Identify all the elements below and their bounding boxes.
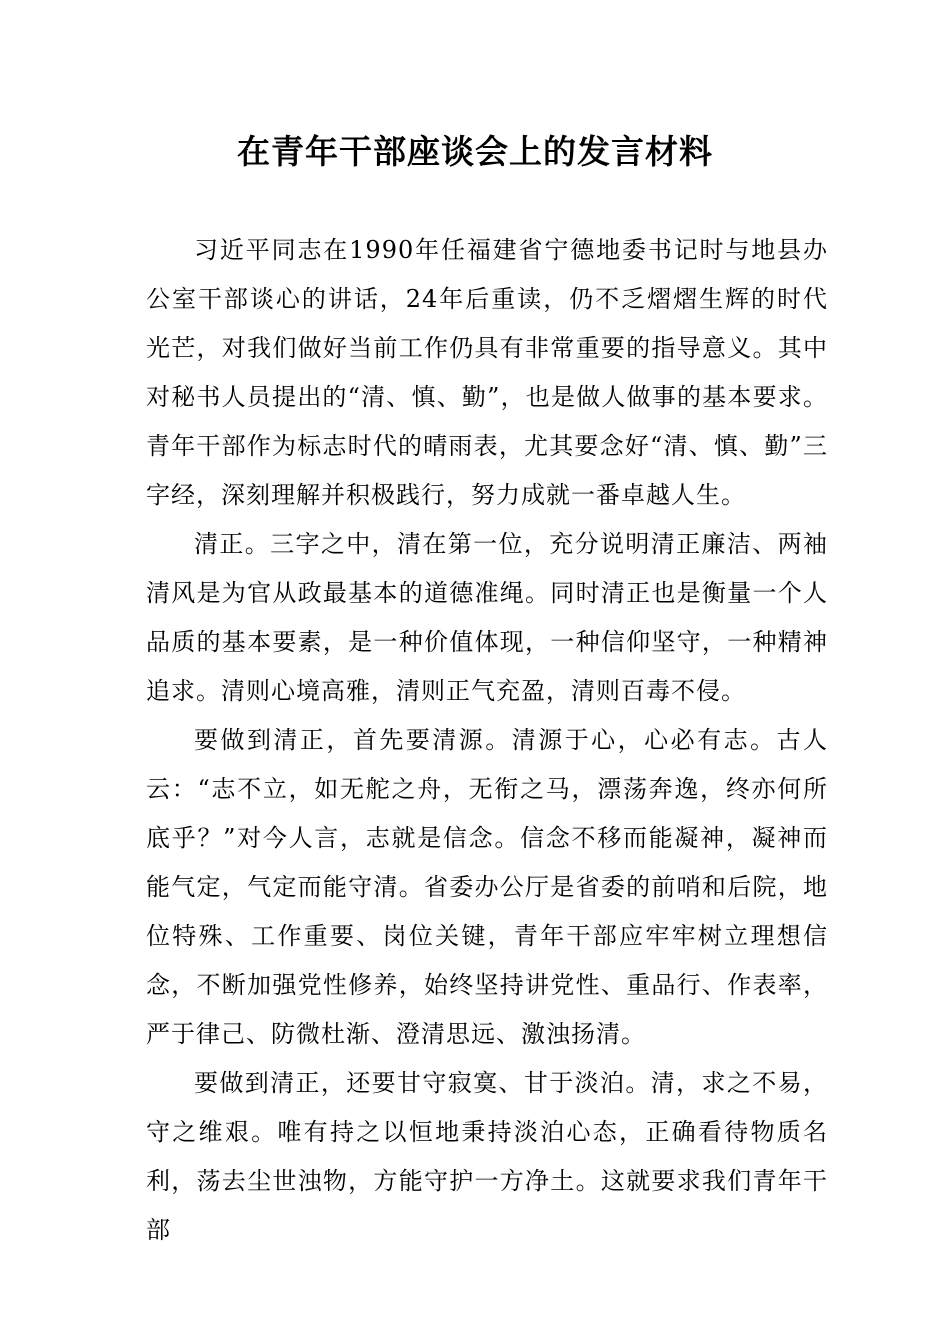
document-body [146,226,828,1255]
document-title: 在青年干部座谈会上的发言材料 [237,132,713,171]
paragraph-4: 要做到清正，还要甘守寂寞、甘于淡泊。清，求之不易，守之维艰。唯有持之以恒地秉持淡泊心态，正确看待物质名利，荡去尘世浊物，方能守护一方净土。这就要求我们青年干部 [146,1069,828,1244]
paragraph-2: 清正。三字之中，清在第一位，充分说明清正廉洁、两袖清风是为官从政最基本的道德准绳。同时清正也是衡量一个人品质的基本要素，是一种价值体现，一种信仰坚守，一种精神追求。清则心境高雅，清则正气充盈，清则百毒不侵。 [146,530,828,705]
paragraph-3: 要做到清正，首先要清源。清源于心，心必有志。古人云：“志不立，如无舵之舟，无衔之马，漂荡奔逸，终亦何所底乎？”对今人言，志就是信念。信念不移而能凝神，凝神而能气定，气定而能守清。省委办公厅是省委的前哨和后院，地位特殊、工作重要、岗位关键，青年干部应牢牢树立理想信念，不断加强党性修养，始终坚持讲党性、重品行、作表率，严于律己、防微杜渐、澄清思远、激浊扬清。 [146,726,828,1048]
paragraph-1: 习近平同志在1990年任福建省宁德地委书记时与地县办公室干部谈心的讲话，24年后重读，仍不乏熠熠生辉的时代光芒，对我们做好当前工作仍具有非常重要的指导意义。其中对秘书人员提出的“清、慎、勤”，也是做人做事的基本要求。青年干部作为标志时代的晴雨表，尤其要念好“清、慎、勤”三字经，深刻理解并积极践行，努力成就一番卓越人生。 [146,236,828,509]
